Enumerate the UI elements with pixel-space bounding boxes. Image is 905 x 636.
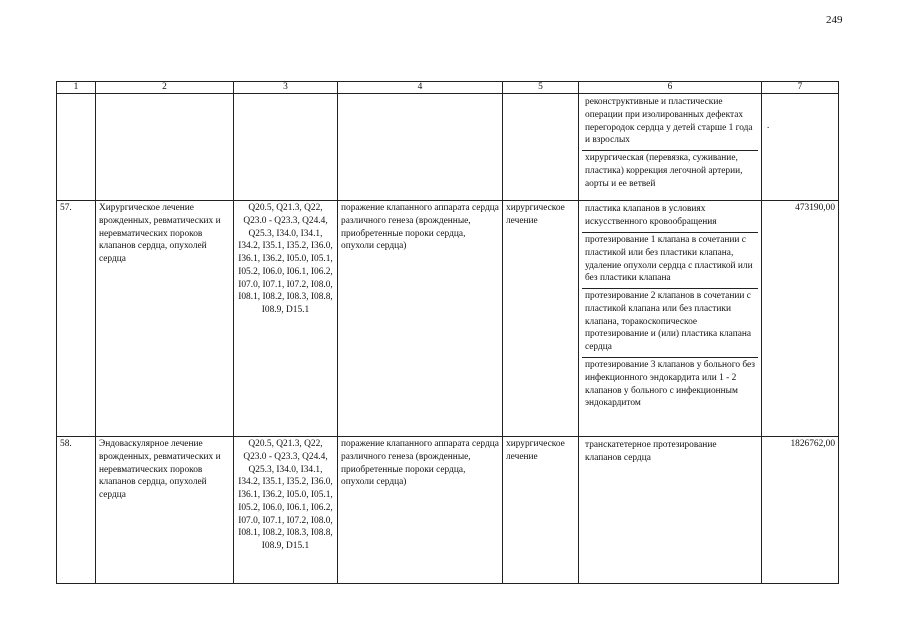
treatment-methods — [579, 94, 762, 201]
treatment-type: хирургическое лечение — [503, 201, 579, 437]
patient-model — [338, 94, 503, 201]
column-header: 7 — [762, 82, 839, 94]
header-row — [57, 82, 839, 94]
column-header: 4 — [338, 82, 503, 94]
method-item: транскатетерное протезирование клапанов сердца — [585, 440, 717, 463]
row-number: 58. — [57, 437, 96, 584]
treatment-type — [503, 94, 579, 201]
table-row — [57, 201, 839, 437]
price: 473190,00 — [762, 201, 839, 437]
treatment-methods — [579, 201, 762, 437]
care-type-name — [96, 94, 234, 201]
medical-care-table — [56, 81, 839, 584]
treatment-type: хирургическое лечение — [503, 437, 579, 584]
column-header: 2 — [96, 82, 234, 94]
row-number — [57, 94, 96, 201]
page-number: 249 — [826, 14, 843, 26]
method-item: реконструктивные и пластические операции при изолированных дефектах перегородок сердца у детей старше 1 года и взрослых — [582, 95, 758, 151]
treatment-methods — [579, 437, 762, 584]
icd-codes: Q20.5, Q21.3, Q22, Q23.0 - Q23.3, Q24.4, Q25.3, I34.0, I34.1, I34.2, I35.1, I35.2, I36.0, I36.1, I36.2, I05.0, I05.1, I05.2, I06.0, I06.1, I06.2, I07.0, I07.1, I07.2, I08.0, I08.1, I08.2, I08.3, I08.8, I08.9, D15.1 — [234, 201, 338, 437]
patient-model: поражение клапанного аппарата сердца различного генеза (врожденные, приобретенные пороки сердца, опухоли сердца) — [338, 201, 503, 437]
column-header: 3 — [234, 82, 338, 94]
method-item: протезирование 3 клапанов у больного без инфекционного эндокардита или 1 - 2 клапанов у больного с инфекционным эндокардитом — [585, 360, 755, 409]
table-row — [57, 94, 839, 201]
column-header: 5 — [503, 82, 579, 94]
column-header: 1 — [57, 82, 96, 94]
table-row — [57, 437, 839, 584]
method-item: хирургическая (перевязка, суживание, пластика) коррекция легочной артерии, аорты и ее ветвей — [585, 153, 743, 189]
price: 1826762,00 — [762, 437, 839, 584]
price-mark: . — [767, 120, 770, 130]
method-item: пластика клапанов в условиях искусственного кровообращения — [582, 202, 758, 233]
icd-codes: Q20.5, Q21.3, Q22, Q23.0 - Q23.3, Q24.4, Q25.3, I34.0, I34.1, I34.2, I35.1, I35.2, I36.0, I36.1, I36.2, I05.0, I05.1, I05.2, I06.0, I06.1, I06.2, I07.0, I07.1, I07.2, I08.0, I08.1, I08.2, I08.3, I08.8, I08.9, D15.1 — [234, 437, 338, 584]
care-type-name: Хирургическое лечение врожденных, ревматических и неревматических пороков клапанов сердца, опухолей сердца — [96, 201, 234, 437]
method-item: протезирование 1 клапана в сочетании с пластикой или без пластики клапана, удаление опухоли сердца с пластикой или без пластики клапана — [582, 233, 758, 289]
row-number: 57. — [57, 201, 96, 437]
care-type-name: Эндоваскулярное лечение врожденных, ревматических и неревматических пороков клапанов сердца, опухолей сердца — [96, 437, 234, 584]
price — [762, 94, 839, 201]
icd-codes — [234, 94, 338, 201]
column-header: 6 — [579, 82, 762, 94]
method-item: протезирование 2 клапанов в сочетании с пластикой клапана или без пластики клапана, торакоскопическое протезирование и (или) пластика клапана сердца — [582, 289, 758, 358]
patient-model: поражение клапанного аппарата сердца различного генеза (врожденные, приобретенные пороки сердца, опухоли сердца) — [338, 437, 503, 584]
